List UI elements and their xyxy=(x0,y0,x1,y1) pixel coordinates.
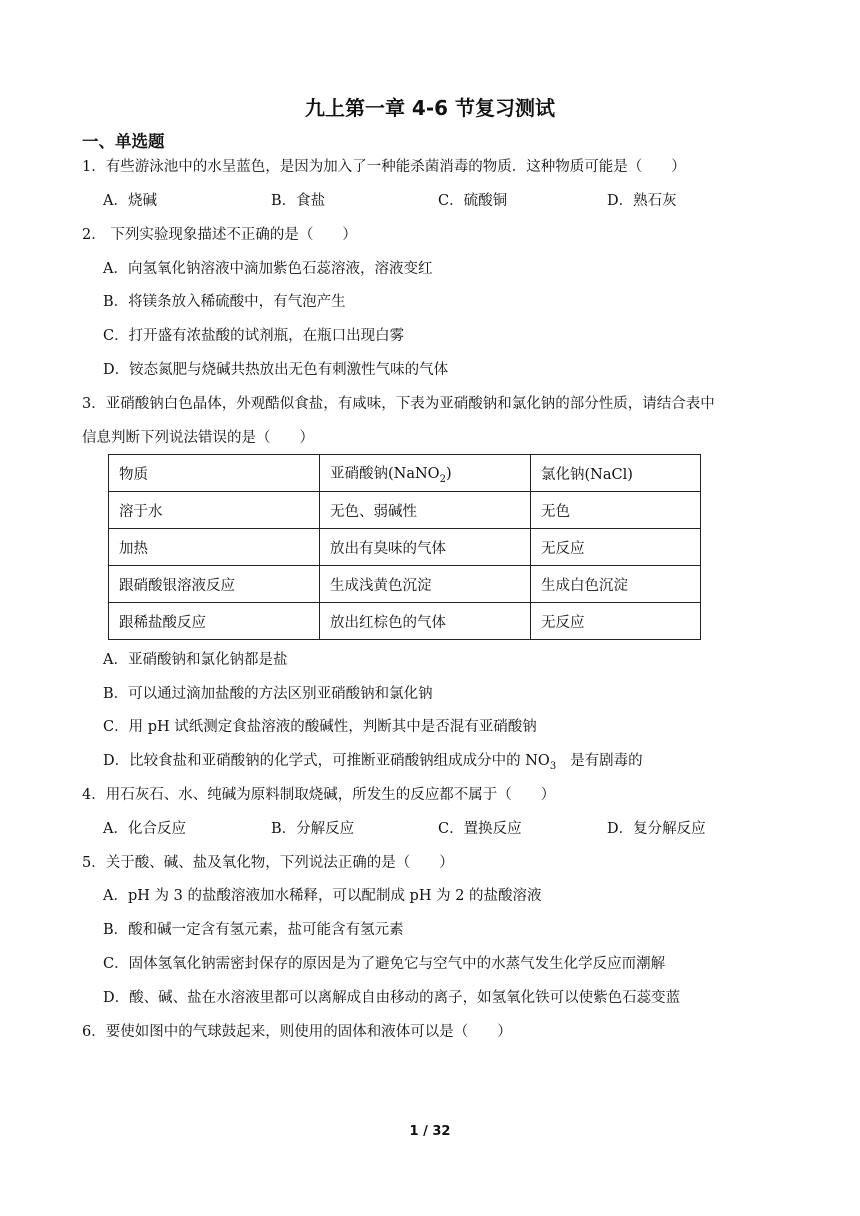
question-1-option-d: D．熟石灰 xyxy=(607,193,677,209)
section-heading: 一、单选题 xyxy=(82,132,165,151)
question-4-option-d: D．复分解反应 xyxy=(607,821,706,837)
table-cell: 氯化钠(NaCl) xyxy=(531,455,701,492)
question-3-option-c: C．用 pH 试纸测定食盐溶液的酸碱性，判断其中是否混有亚硝酸钠 xyxy=(103,719,537,735)
subscript: 2 xyxy=(439,473,446,485)
question-4-option-b: B．分解反应 xyxy=(271,821,355,837)
document-title: 九上第一章 4-6 节复习测试 xyxy=(304,96,556,120)
subscript: 3 xyxy=(549,760,557,772)
question-1-option-c: C．硫酸铜 xyxy=(438,193,508,209)
table-cell xyxy=(320,455,531,492)
option-text: D．比较食盐和亚硝酸钠的化学式，可推断亚硝酸钠组成成分中的 NO xyxy=(103,753,550,769)
table-row xyxy=(109,603,701,640)
table-cell: 无色、弱碱性 xyxy=(320,492,531,529)
table-cell: 生成白色沉淀 xyxy=(531,566,701,603)
question-1-option-a: A．烧碱 xyxy=(103,193,157,209)
table-cell: 无色 xyxy=(531,492,701,529)
table-row xyxy=(109,492,701,529)
option-text: 是有剧毒的 xyxy=(570,753,643,769)
question-5-option-c: C．固体氢氧化钠需密封保存的原因是为了避免它与空气中的水蒸气发生化学反应而潮解 xyxy=(103,956,666,972)
question-2-option-d: D．铵态氮肥与烧碱共热放出无色有刺激性气味的气体 xyxy=(103,362,449,378)
question-3-stem-line2: 信息判断下列说法错误的是（ ） xyxy=(82,430,314,446)
table-row xyxy=(109,566,701,603)
question-4-option-a: A．化合反应 xyxy=(103,821,186,837)
table-header-row xyxy=(109,455,701,492)
table-cell: 跟硝酸银溶液反应 xyxy=(109,566,320,603)
question-5-option-d: D．酸、碱、盐在水溶液里都可以离解成自由移动的离子，如氢氧化铁可以使紫色石蕊变蓝 xyxy=(103,990,681,1006)
question-3-option-a: A．亚硝酸钠和氯化钠都是盐 xyxy=(103,652,288,668)
question-2-option-b: B．将镁条放入稀硫酸中，有气泡产生 xyxy=(103,294,346,310)
question-2-stem: 2． 下列实验现象描述不正确的是（ ） xyxy=(82,227,357,243)
question-4-stem: 4．用石灰石、水、纯碱为原料制取烧碱，所发生的反应都不属于（ ） xyxy=(82,787,556,803)
question-4-option-c: C．置换反应 xyxy=(438,821,522,837)
question-1-stem: 1．有些游泳池中的水呈蓝色，是因为加入了一种能杀菌消毒的物质．这种物质可能是（ ） xyxy=(82,159,686,175)
table-cell-text: ) xyxy=(445,465,452,482)
question-3-stem-line1: 3．亚硝酸钠白色晶体，外观酷似食盐，有咸味，下表为亚硝酸钠和氯化钠的部分性质，请结合表中 xyxy=(82,396,715,412)
table-cell: 无反应 xyxy=(531,603,701,640)
table-cell: 放出红棕色的气体 xyxy=(320,603,531,640)
table-cell: 无反应 xyxy=(531,529,701,566)
table-cell: 跟稀盐酸反应 xyxy=(109,603,320,640)
properties-table xyxy=(108,454,701,640)
table-cell-text: 亚硝酸钠(NaNO xyxy=(330,465,440,482)
table-row xyxy=(109,529,701,566)
question-5-option-b: B．酸和碱一定含有氢元素，盐可能含有氢元素 xyxy=(103,922,404,938)
table-cell: 生成浅黄色沉淀 xyxy=(320,566,531,603)
question-3-option-b: B．可以通过滴加盐酸的方法区别亚硝酸钠和氯化钠 xyxy=(103,686,433,702)
question-3-option-d xyxy=(103,751,643,777)
question-6-stem: 6．要使如图中的气球鼓起来，则使用的固体和液体可以是（ ） xyxy=(82,1024,512,1040)
question-2-option-c: C．打开盛有浓盐酸的试剂瓶，在瓶口出现白雾 xyxy=(103,328,405,344)
table-cell: 加热 xyxy=(109,529,320,566)
question-2-option-a: A．向氢氧化钠溶液中滴加紫色石蕊溶液，溶液变红 xyxy=(103,261,433,277)
table-cell: 物质 xyxy=(109,455,320,492)
question-5-option-a: A．pH 为 3 的盐酸溶液加水稀释，可以配制成 pH 为 2 的盐酸溶液 xyxy=(103,888,542,904)
question-1-option-b: B．食盐 xyxy=(271,193,326,209)
table-cell: 溶于水 xyxy=(109,492,320,529)
page-number: 1 / 32 xyxy=(409,1124,451,1139)
table-cell: 放出有臭味的气体 xyxy=(320,529,531,566)
question-5-stem: 5．关于酸、碱、盐及氧化物，下列说法正确的是（ ） xyxy=(82,855,454,871)
